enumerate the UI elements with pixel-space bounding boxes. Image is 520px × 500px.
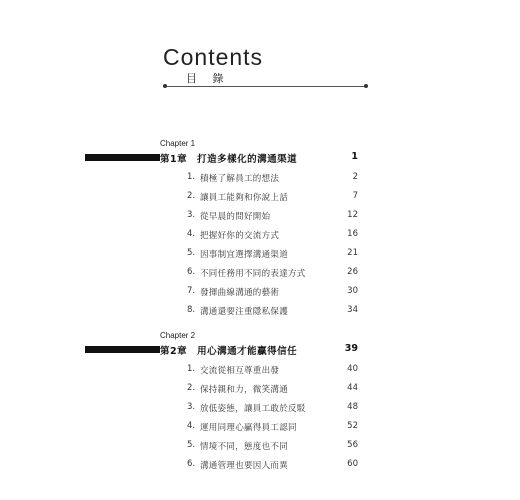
entry-page-number: 7 [352,191,358,201]
entry-number: 7. [187,286,196,296]
entry-page-number: 56 [347,440,358,450]
chapter-marker-bar [85,346,160,353]
page-title: Contents [163,44,264,70]
page-subtitle: 目 錄 [186,72,230,85]
entry-number: 5. [187,248,196,258]
divider-dot-right [364,84,368,88]
entry-number: 1. [187,364,196,374]
entry-title: 交流從相互尊重出發 [200,366,280,376]
entry-page-number: 44 [347,383,358,393]
toc-entry[interactable] [187,210,358,224]
entry-page-number: 52 [347,421,358,431]
entry-number: 5. [187,440,196,450]
entry-title: 放低姿態，讓員工敢於反駁 [200,404,306,414]
chapter-page-number: 39 [344,343,358,354]
chapter-heading[interactable] [85,343,358,357]
title-divider [165,86,366,87]
entry-page-number: 30 [347,286,358,296]
entry-title: 積極了解員工的想法 [200,174,280,184]
chapter-title: 第2章 用心溝通才能贏得信任 [160,346,298,357]
entry-title: 從早晨的問好開始 [200,212,271,222]
entry-title: 情境不同，態度也不同 [200,442,289,452]
entry-page-number: 26 [347,267,358,277]
entry-number: 2. [187,191,196,201]
entry-number: 3. [187,402,196,412]
entry-number: 3. [187,210,196,220]
entry-number: 4. [187,421,196,431]
toc-entry[interactable] [187,421,358,435]
toc-entry[interactable] [187,364,358,378]
chapter-heading[interactable] [85,151,358,165]
entry-page-number: 60 [347,459,358,469]
toc-entry[interactable] [187,286,358,300]
entry-number: 6. [187,459,196,469]
entry-title: 溝通管理也要因人而異 [200,461,289,471]
entry-page-number: 16 [347,229,358,239]
entry-title: 因事制宜選擇溝通渠道 [200,250,289,260]
toc-entry[interactable] [187,229,358,243]
entry-title: 保持親和力，微笑溝通 [200,385,289,395]
entry-page-number: 21 [347,248,358,258]
entry-title: 把握好你的交流方式 [200,231,280,241]
entry-number: 6. [187,267,196,277]
entry-page-number: 40 [347,364,358,374]
chapter-title: 第1章 打造多樣化的溝通渠道 [160,154,298,165]
entry-title: 發揮曲線溝通的藝術 [200,288,280,298]
entry-number: 2. [187,383,196,393]
entry-number: 4. [187,229,196,239]
entry-page-number: 48 [347,402,358,412]
toc-entry[interactable] [187,402,358,416]
entry-title: 不同任務用不同的表達方式 [200,269,306,279]
toc-entry[interactable] [187,459,358,473]
entry-page-number: 34 [347,305,358,315]
chapter-marker-bar [85,154,160,161]
entry-page-number: 2 [352,172,358,182]
toc-entry[interactable] [187,440,358,454]
entry-title: 溝通還要注重隱私保護 [200,307,289,317]
divider-dot-left [163,84,167,88]
chapter-label: Chapter 2 [160,331,196,340]
entry-number: 8. [187,305,196,315]
toc-entry[interactable] [187,305,358,319]
toc-entry[interactable] [187,248,358,262]
entry-number: 1. [187,172,196,182]
toc-entry[interactable] [187,172,358,186]
toc-entry[interactable] [187,267,358,281]
toc-entry[interactable] [187,383,358,397]
toc-entry[interactable] [187,191,358,205]
chapter-page-number: 1 [351,151,358,162]
entry-title: 運用同理心贏得員工認同 [200,423,297,433]
entry-page-number: 12 [347,210,358,220]
entry-title: 讓員工能夠和你說上話 [200,193,289,203]
chapter-label: Chapter 1 [160,139,196,148]
